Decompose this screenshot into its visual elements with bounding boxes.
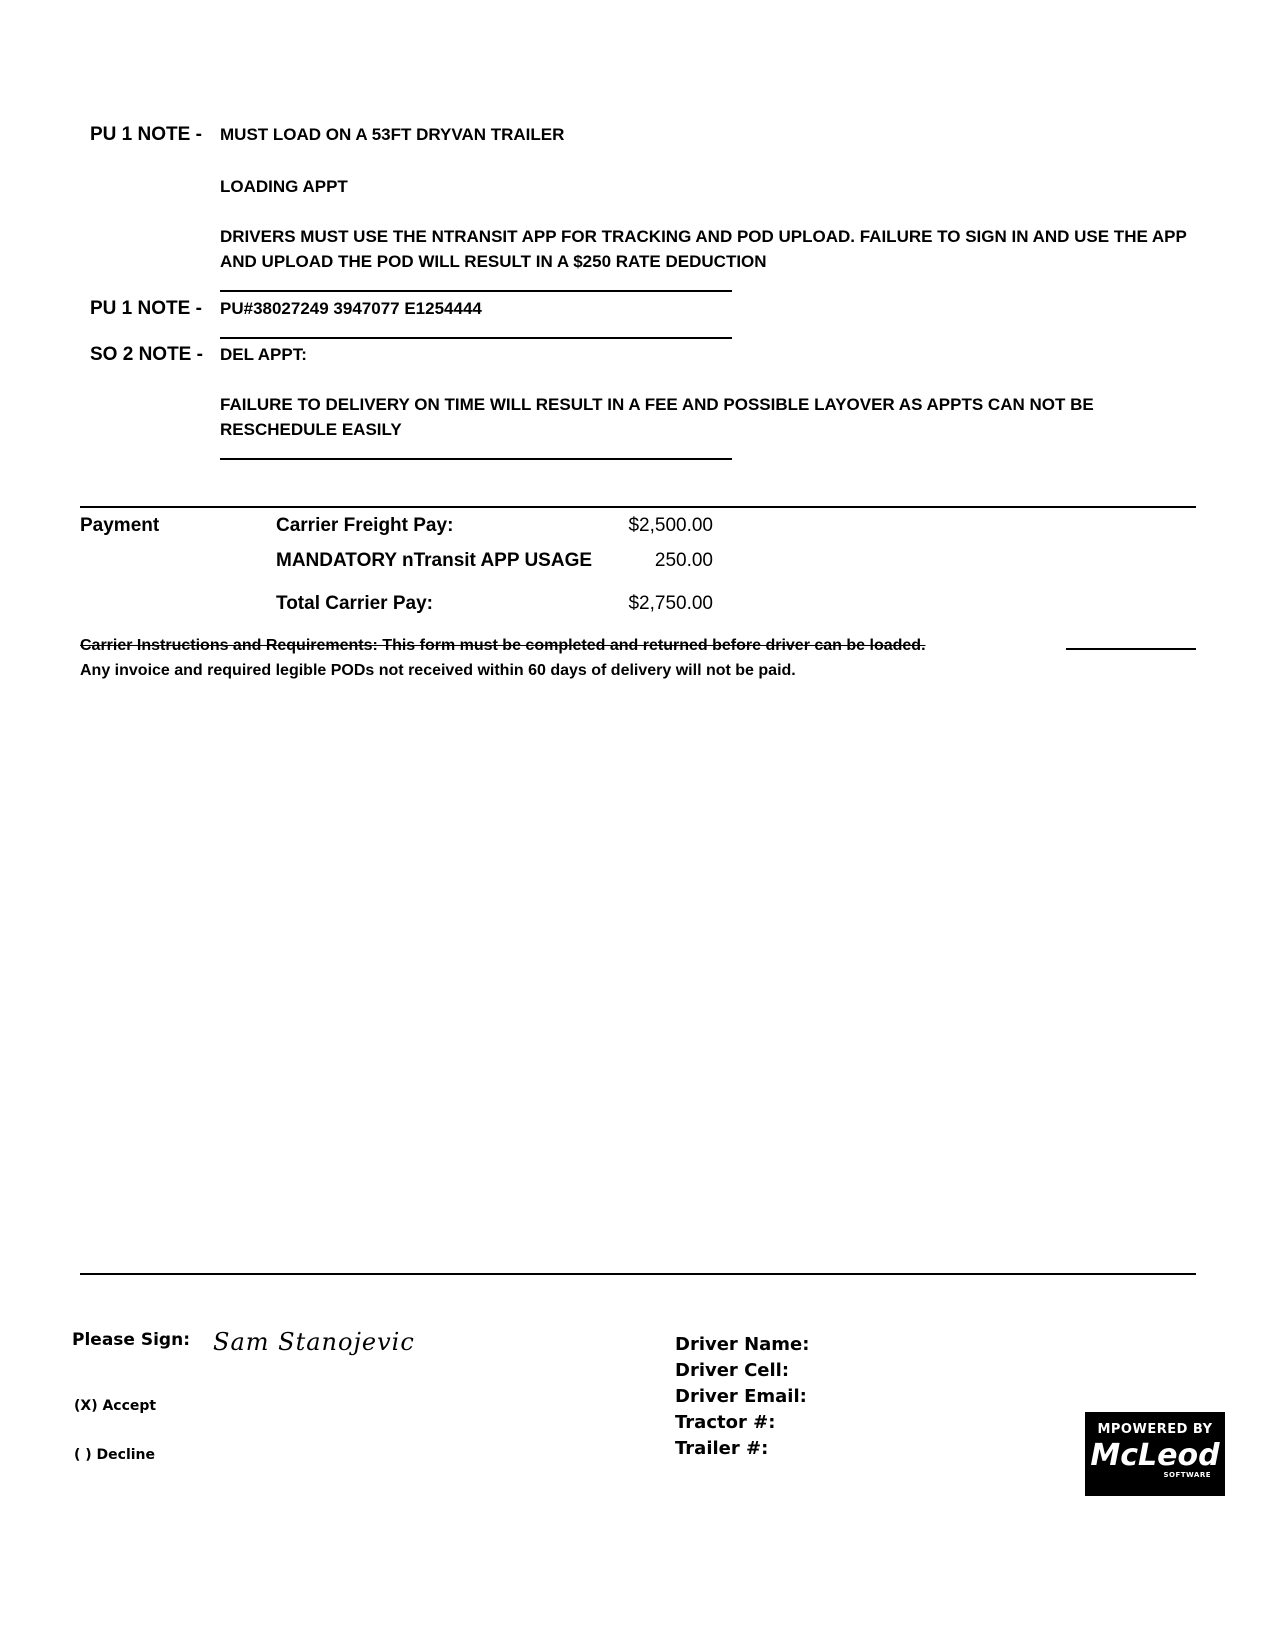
payment-app-usage-amount: 250.00 <box>654 550 713 571</box>
note-text-loading-appt: LOADING APPT <box>220 177 348 196</box>
note-text-ntransit-2: AND UPLOAD THE POD WILL RESULT IN A $250 RATE DEDUCTION <box>220 252 767 271</box>
note-divider <box>220 458 732 460</box>
tractor-label: Tractor #: <box>675 1412 776 1433</box>
note-divider <box>220 290 732 292</box>
note-text-failure-2: RESCHEDULE EASILY <box>220 420 402 439</box>
payment-total-amount: $2,750.00 <box>628 593 713 614</box>
invoice-terms: Any invoice and required legible PODs not received within 60 days of delivery will not be paid. <box>80 662 796 679</box>
instructions-rule <box>1066 648 1196 650</box>
payment-heading: Payment <box>80 515 160 536</box>
payment-total-label: Total Carrier Pay: <box>276 593 433 614</box>
accept-option[interactable]: (X) Accept <box>74 1398 157 1414</box>
mcleod-logo <box>1085 1412 1225 1496</box>
note-label-pu1: PU 1 NOTE - <box>90 124 202 145</box>
signature-top-rule <box>80 1273 1196 1275</box>
driver-cell-label: Driver Cell: <box>675 1360 790 1381</box>
logo-sub-text: SOFTWARE <box>1163 1471 1211 1479</box>
payment-freight-amount: $2,500.00 <box>628 515 713 536</box>
note-label-pu1-ref: PU 1 NOTE - <box>90 298 202 319</box>
payment-app-usage-label: MANDATORY nTransit APP USAGE <box>276 550 593 571</box>
decline-option[interactable]: ( ) Decline <box>74 1447 156 1463</box>
note-divider <box>220 337 732 339</box>
driver-name-label: Driver Name: <box>675 1334 810 1355</box>
signature: Sam Stanojevic <box>213 1328 415 1356</box>
carrier-instructions: Carrier Instructions and Requirements: This form must be completed and returned before driver can be loaded. <box>80 637 926 654</box>
trailer-label: Trailer #: <box>675 1438 769 1459</box>
note-text-trailer: MUST LOAD ON A 53FT DRYVAN TRAILER <box>220 125 565 144</box>
logo-top-text: MPOWERED BY <box>1097 1422 1213 1437</box>
payment-freight-label: Carrier Freight Pay: <box>276 515 454 536</box>
logo-brand-text: McLeod <box>1090 1438 1220 1473</box>
note-text-ntransit-1: DRIVERS MUST USE THE NTRANSIT APP FOR TRACKING AND POD UPLOAD. FAILURE TO SIGN IN AND USE THE APP <box>220 227 1187 246</box>
note-text-pu-numbers: PU#38027249 3947077 E1254444 <box>220 299 482 318</box>
note-text-del-appt: DEL APPT: <box>220 345 307 364</box>
payment-top-rule <box>80 506 1196 508</box>
please-sign-label: Please Sign: <box>72 1330 190 1350</box>
note-label-so2: SO 2 NOTE - <box>90 344 203 365</box>
driver-email-label: Driver Email: <box>675 1386 807 1407</box>
note-text-failure-1: FAILURE TO DELIVERY ON TIME WILL RESULT IN A FEE AND POSSIBLE LAYOVER AS APPTS CAN NOT BE <box>220 395 1094 414</box>
